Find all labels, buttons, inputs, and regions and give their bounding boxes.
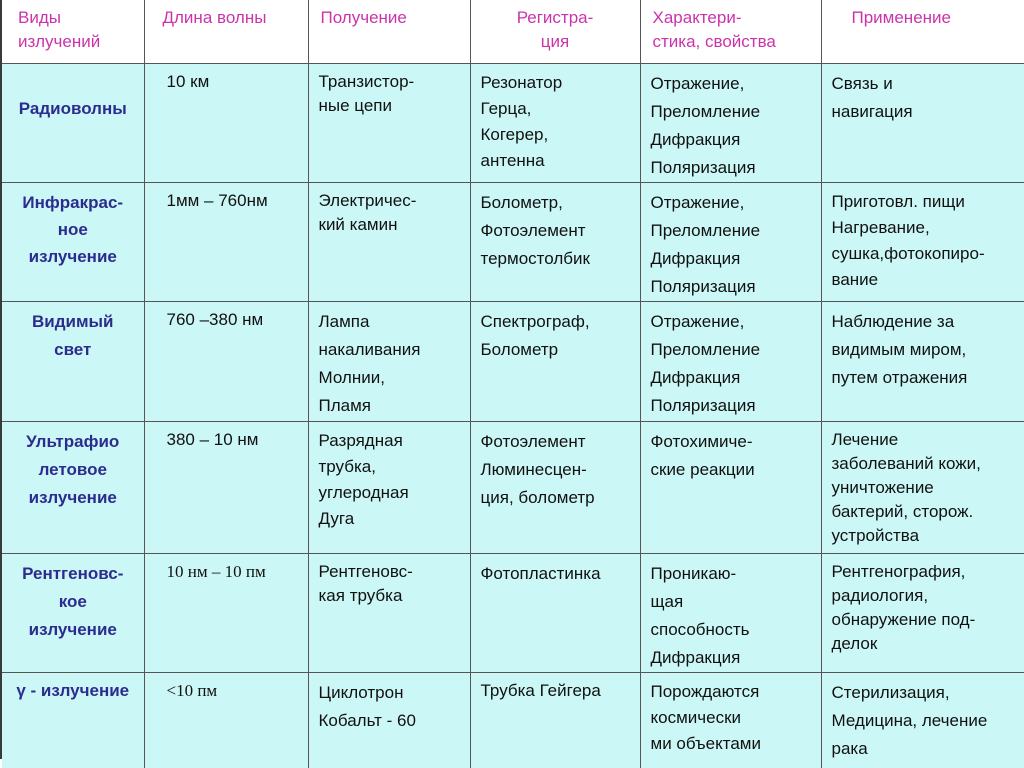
cell-line: Фотопластинка bbox=[481, 560, 636, 588]
cell-line: ные цепи bbox=[319, 94, 466, 118]
wavelength-cell bbox=[144, 673, 308, 768]
table-row bbox=[2, 302, 1024, 422]
cell-line: термостолбик bbox=[481, 245, 636, 273]
cell-line: способность bbox=[651, 616, 817, 644]
cell-line: Циклотрон bbox=[319, 679, 466, 707]
application-cell bbox=[821, 64, 1024, 183]
cell-line: Болометр, bbox=[481, 189, 636, 217]
header-wavelength bbox=[144, 0, 308, 64]
cell-line: Стерилизация, bbox=[832, 679, 1021, 707]
cell-line: γ - излучение bbox=[4, 679, 142, 703]
source-cell bbox=[308, 422, 470, 554]
cell-line: Когерер, bbox=[481, 122, 636, 148]
cell-line: 1мм – 760нм bbox=[167, 189, 304, 213]
wavelength-cell bbox=[144, 554, 308, 673]
cell-line: Молнии, bbox=[319, 364, 466, 392]
cell-line: Дифракция bbox=[651, 245, 817, 273]
table-row bbox=[2, 422, 1024, 554]
cell-line: Разрядная bbox=[319, 428, 466, 454]
cell-line: Порождаются bbox=[651, 679, 817, 705]
detection-cell bbox=[470, 554, 640, 673]
cell-line: путем отражения bbox=[832, 364, 1021, 392]
cell-line: делок bbox=[832, 632, 1021, 656]
cell-line: кая трубка bbox=[319, 584, 466, 608]
cell-line: излучение bbox=[4, 243, 142, 270]
application-cell bbox=[821, 554, 1024, 673]
application-cell bbox=[821, 302, 1024, 422]
cell-line: устройства bbox=[832, 524, 1021, 548]
radiation-name-cell bbox=[2, 673, 144, 768]
radiation-name-cell bbox=[2, 554, 144, 673]
cell-line: Лампа bbox=[319, 308, 466, 336]
cell-line: сушка,фотокопиро- bbox=[832, 241, 1021, 267]
cell-line: Инфракрас- bbox=[4, 189, 142, 216]
cell-line: накаливания bbox=[319, 336, 466, 364]
wavelength-cell bbox=[144, 64, 308, 183]
wavelength-cell bbox=[144, 302, 308, 422]
cell-line: летовое bbox=[4, 456, 142, 484]
cell-line: Фотоэлемент bbox=[481, 217, 636, 245]
properties-cell bbox=[640, 554, 821, 673]
cell-line: свет bbox=[4, 336, 142, 364]
source-cell bbox=[308, 554, 470, 673]
properties-cell bbox=[640, 422, 821, 554]
cell-line: видимым миром, bbox=[832, 336, 1021, 364]
cell-line: Отражение, bbox=[651, 189, 817, 217]
source-cell bbox=[308, 673, 470, 768]
detection-cell bbox=[470, 673, 640, 768]
cell-line: излучение bbox=[4, 484, 142, 512]
detection-cell bbox=[470, 302, 640, 422]
cell-line: ное bbox=[4, 216, 142, 243]
cell-line: Дифракция bbox=[651, 364, 817, 392]
cell-line: антенна bbox=[481, 148, 636, 174]
cell-line: Видимый bbox=[4, 308, 142, 336]
cell-line: Дуга bbox=[319, 506, 466, 532]
properties-cell bbox=[640, 183, 821, 302]
cell-line: 10 км bbox=[167, 70, 304, 94]
application-cell bbox=[821, 673, 1024, 768]
cell-line: Отражение, bbox=[651, 70, 817, 98]
cell-line: Люминесцен- bbox=[481, 456, 636, 484]
header-properties bbox=[640, 0, 821, 64]
cell-line: Длина волны bbox=[163, 6, 308, 30]
cell-line: Поляризация bbox=[651, 392, 817, 420]
cell-line: Трубка Гейгера bbox=[481, 679, 636, 703]
source-cell bbox=[308, 64, 470, 183]
cell-line: Фотохимиче- bbox=[651, 428, 817, 456]
cell-line: обнаружение под- bbox=[832, 608, 1021, 632]
radiation-name-cell bbox=[2, 302, 144, 422]
table-row bbox=[2, 554, 1024, 673]
cell-line: Получение bbox=[321, 6, 470, 30]
cell-line: Лечение bbox=[832, 428, 1021, 452]
cell-line: Спектрограф, bbox=[481, 308, 636, 336]
cell-line: ция bbox=[471, 30, 640, 54]
cell-line: Электричес- bbox=[319, 189, 466, 213]
cell-line: Нагревание, bbox=[832, 215, 1021, 241]
cell-line: ми объектами bbox=[651, 731, 817, 757]
properties-cell bbox=[640, 64, 821, 183]
cell-line: Приготовл. пищи bbox=[832, 189, 1021, 215]
cell-line: Дифракция bbox=[651, 126, 817, 154]
cell-line: Резонатор bbox=[481, 70, 636, 96]
cell-line: углеродная bbox=[319, 480, 466, 506]
application-cell bbox=[821, 183, 1024, 302]
cell-line: Поляризация bbox=[651, 273, 817, 301]
cell-line: 10 нм – 10 пм bbox=[167, 560, 304, 584]
cell-line: Связь и bbox=[832, 70, 1021, 98]
cell-line: Преломление bbox=[651, 217, 817, 245]
cell-line: Фотоэлемент bbox=[481, 428, 636, 456]
cell-line: трубка, bbox=[319, 454, 466, 480]
header-row bbox=[2, 0, 1024, 64]
cell-line: ские реакции bbox=[651, 456, 817, 484]
cell-line: Радиоволны bbox=[4, 97, 142, 121]
cell-line: вание bbox=[832, 267, 1021, 293]
header-source bbox=[308, 0, 470, 64]
cell-line: Преломление bbox=[651, 336, 817, 364]
header-radiation-type bbox=[2, 0, 144, 64]
cell-line: излучение bbox=[4, 616, 142, 644]
table-row bbox=[2, 64, 1024, 183]
cell-line: кий камин bbox=[319, 213, 466, 237]
detection-cell bbox=[470, 64, 640, 183]
cell-line: космически bbox=[651, 705, 817, 731]
header-application bbox=[821, 0, 1024, 64]
cell-line: Рентгенография, bbox=[832, 560, 1021, 584]
application-cell bbox=[821, 422, 1024, 554]
cell-line: Рентгеновс- bbox=[319, 560, 466, 584]
cell-line: Наблюдение за bbox=[832, 308, 1021, 336]
cell-line: уничтожение bbox=[832, 476, 1021, 500]
cell-line: Применение bbox=[852, 6, 1024, 30]
cell-line: стика, свойства bbox=[653, 30, 821, 54]
radiation-name-cell bbox=[2, 183, 144, 302]
cell-line: Дифракция bbox=[651, 644, 817, 672]
source-cell bbox=[308, 183, 470, 302]
cell-line: заболеваний кожи, bbox=[832, 452, 1021, 476]
wavelength-cell bbox=[144, 422, 308, 554]
cell-line: Поляризация bbox=[651, 154, 817, 182]
cell-line: Пламя bbox=[319, 392, 466, 420]
detection-cell bbox=[470, 183, 640, 302]
cell-line: Характери- bbox=[653, 6, 821, 30]
cell-line: <10 пм bbox=[167, 679, 304, 703]
cell-line: Регистра- bbox=[471, 6, 640, 30]
properties-cell bbox=[640, 673, 821, 768]
cell-line: Герца, bbox=[481, 96, 636, 122]
cell-line: Отражение, bbox=[651, 308, 817, 336]
wavelength-cell bbox=[144, 183, 308, 302]
cell-line: 380 – 10 нм bbox=[167, 428, 304, 452]
cell-line: кое bbox=[4, 588, 142, 616]
table-row bbox=[2, 183, 1024, 302]
cell-line: Ультрафио bbox=[4, 428, 142, 456]
cell-line: Кобальт - 60 bbox=[319, 707, 466, 735]
cell-line: щая bbox=[651, 588, 817, 616]
cell-line: навигация bbox=[832, 98, 1021, 126]
detection-cell bbox=[470, 422, 640, 554]
cell-line: рака bbox=[832, 735, 1021, 763]
cell-line: Проникаю- bbox=[651, 560, 817, 588]
properties-cell bbox=[640, 302, 821, 422]
radiation-name-cell bbox=[2, 422, 144, 554]
radiation-table bbox=[2, 0, 1024, 768]
cell-line: Транзистор- bbox=[319, 70, 466, 94]
cell-line: излучений bbox=[18, 30, 144, 54]
cell-line: Преломление bbox=[651, 98, 817, 126]
cell-line: 760 –380 нм bbox=[167, 308, 304, 332]
cell-line: Рентгеновс- bbox=[4, 560, 142, 588]
cell-line: Медицина, лечение bbox=[832, 707, 1021, 735]
source-cell bbox=[308, 302, 470, 422]
cell-line: ция, болометр bbox=[481, 484, 636, 512]
cell-line: Виды bbox=[18, 6, 144, 30]
header-detection bbox=[470, 0, 640, 64]
cell-line: Болометр bbox=[481, 336, 636, 364]
cell-line: бактерий, сторож. bbox=[832, 500, 1021, 524]
radiation-name-cell bbox=[2, 64, 144, 183]
cell-line: радиология, bbox=[832, 584, 1021, 608]
table-row bbox=[2, 673, 1024, 768]
